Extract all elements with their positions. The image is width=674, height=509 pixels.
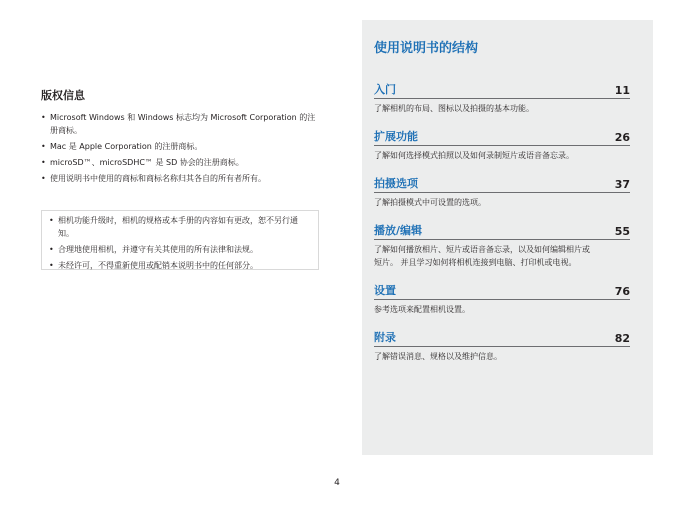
toc-entry-getting-started[interactable] — [374, 81, 630, 115]
toc-entry-page[interactable]: 37 — [614, 178, 630, 191]
copyright-section — [41, 87, 319, 188]
toc-entry-appendix[interactable] — [374, 329, 630, 363]
toc-entry-description: 了解如何选择模式拍照以及如何录制短片或语音备忘录。 — [374, 151, 574, 160]
copyright-list — [41, 111, 319, 185]
toc-entry-page[interactable]: 11 — [614, 84, 630, 97]
copyright-item: • 使用说明书中使用的商标和商标名称归其各自的所有者所有。 — [41, 172, 319, 185]
notice-box — [41, 210, 319, 270]
toc-entry-description: 参考选项来配置相机设置。 — [374, 305, 470, 314]
copyright-item: • Mac 是 Apple Corporation 的注册商标。 — [41, 140, 319, 153]
notice-item: • 合理地使用相机，并遵守有关其使用的所有法律和法规。 — [49, 243, 310, 256]
toc-entry-page[interactable]: 82 — [614, 332, 630, 345]
copyright-title: 版权信息 — [41, 89, 85, 102]
toc-panel — [362, 20, 653, 455]
toc-entry-description: 了解拍摄模式中可设置的选项。 — [374, 198, 486, 207]
toc-entry-page[interactable]: 76 — [614, 285, 630, 298]
toc-entry-settings[interactable] — [374, 282, 630, 316]
toc-entry-page[interactable]: 55 — [614, 225, 630, 238]
copyright-item: • microSD™、microSDHC™ 是 SD 协会的注册商标。 — [41, 156, 319, 169]
toc-entry-title[interactable]: 入门 — [374, 83, 396, 96]
toc-entry-title[interactable]: 扩展功能 — [374, 130, 418, 143]
toc-entry-description: 了解如何播放相片、短片或语音备忘录，以及如何编辑相片或短片。 并且学习如何将相机连接到电脑、打印机或电视。 — [374, 245, 590, 267]
toc-entry-title[interactable]: 设置 — [374, 284, 396, 297]
notice-item: • 未经许可，不得重新使用或配销本说明书中的任何部分。 — [49, 259, 310, 272]
copyright-item: • Microsoft Windows 和 Windows 标志均为 Microsoft Corporation 的注册商标。 — [41, 111, 319, 137]
toc-entry-page[interactable]: 26 — [614, 131, 630, 144]
page-number: 4 — [334, 478, 340, 488]
toc-entry-title[interactable]: 拍摄选项 — [374, 177, 418, 190]
toc-entry-description: 了解错误消息、规格以及维护信息。 — [374, 352, 502, 361]
notice-list — [49, 214, 310, 272]
notice-item: • 相机功能升级时，相机的规格或本手册的内容如有更改，恕不另行通知。 — [49, 214, 310, 240]
toc-entry-shooting-options[interactable] — [374, 175, 630, 209]
toc-entry-description: 了解相机的布局、图标以及拍摄的基本功能。 — [374, 104, 534, 113]
toc-entry-title[interactable]: 附录 — [374, 331, 396, 344]
toc-entry-playback-editing[interactable] — [374, 222, 630, 269]
toc-entry-title[interactable]: 播放/编辑 — [374, 224, 423, 237]
toc-title: 使用说明书的结构 — [374, 41, 479, 56]
toc-list — [374, 81, 630, 363]
toc-entry-extended-functions[interactable] — [374, 128, 630, 162]
